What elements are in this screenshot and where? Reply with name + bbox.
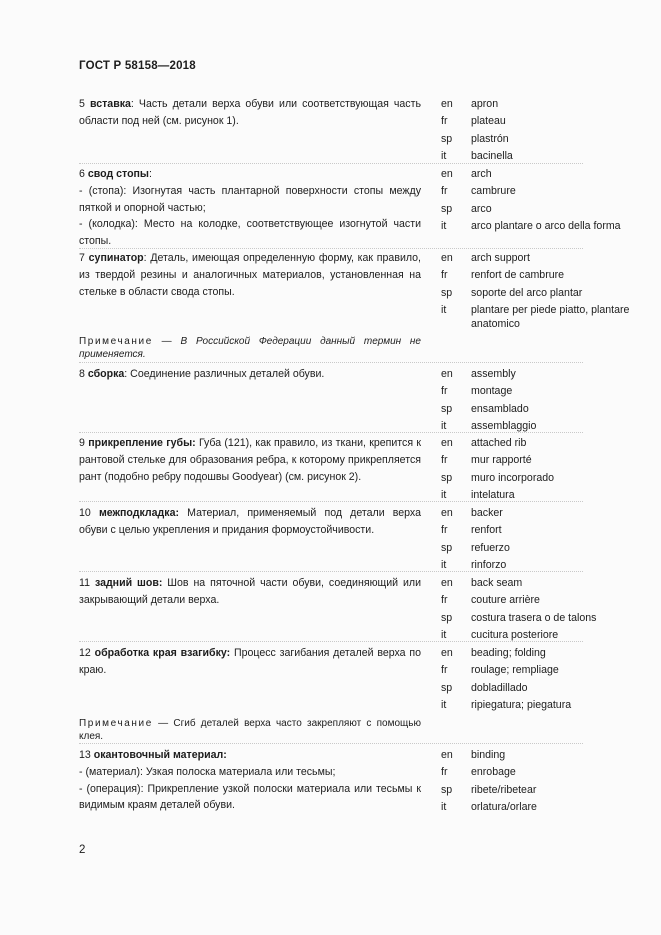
equivalent-row	[441, 697, 641, 714]
lang-code: fr	[441, 185, 448, 198]
term-definition	[79, 505, 421, 539]
definition-text: - (материал): Узкая полоска материала или тесьмы;	[79, 765, 336, 778]
page-header: ГОСТ Р 58158—2018	[79, 60, 196, 72]
equivalent-term: apron	[471, 98, 499, 110]
note-text: Сгиб деталей верха часто закрепляют с помощью клея.	[79, 718, 421, 742]
lang-code: en	[441, 252, 453, 264]
lang-code: fr	[441, 766, 448, 779]
equivalent-term: montage	[471, 385, 513, 398]
equivalent-term: plastrón	[471, 132, 509, 145]
term-definition	[79, 250, 421, 300]
equivalent-row	[441, 113, 641, 130]
term-number: 5	[79, 98, 85, 110]
definition-text: - (операция): Прикрепление узкой полоски материала или тесьмы к видимым краям деталей обуви.	[79, 782, 421, 812]
equivalent-term: backer	[471, 507, 503, 519]
equivalent-term: intelatura	[471, 488, 515, 501]
lang-code: en	[441, 98, 453, 110]
lang-code: sp	[441, 611, 453, 624]
term-definition	[79, 166, 421, 250]
equivalent-term: ripiegatura; piegatura	[471, 698, 572, 711]
equivalents-list	[441, 250, 641, 332]
equivalent-term: couture arrière	[471, 594, 540, 607]
term-definition	[79, 747, 421, 814]
equivalent-term: renfort	[471, 524, 502, 537]
equivalent-term: plantare per piede piatto, plantare anatomico	[471, 303, 630, 331]
note-dash: —	[152, 336, 181, 347]
equivalent-row	[441, 522, 641, 539]
equivalent-row	[441, 96, 641, 113]
equivalent-term: dobladillado	[471, 681, 528, 694]
lang-code: fr	[441, 524, 448, 537]
lang-code: sp	[441, 541, 453, 554]
term-title: обработка края взагибку:	[94, 647, 231, 659]
equivalent-row	[441, 505, 641, 522]
lang-code: it	[441, 149, 447, 162]
term-number: 12	[79, 647, 91, 659]
lang-code: it	[441, 698, 447, 711]
note-prefix: Примечание	[79, 718, 153, 729]
definition-text: - (колодка): Место на колодке, соответствующее изогнутой части стопы.	[79, 218, 421, 248]
equivalent-row	[441, 435, 641, 452]
equivalents-list	[441, 645, 641, 714]
definition-text: : Часть детали верха обуви или соответствующая часть области под ней (см. рисунок 1).	[79, 98, 421, 127]
entry-separator	[79, 641, 583, 642]
equivalent-row	[441, 183, 641, 200]
term-title: свод стопы	[87, 168, 149, 180]
equivalent-row	[441, 540, 641, 557]
equivalent-term: roulage; rempliage	[471, 664, 559, 677]
definition-text: Шов на пяточной части обуви, соединяющий или закрывающий детали верха.	[79, 577, 422, 606]
term-title: задний шов:	[94, 577, 163, 589]
equivalent-term: assemblaggio	[471, 419, 537, 432]
equivalent-term: muro incorporado	[471, 471, 555, 484]
term-title: супинатор	[88, 252, 144, 264]
lang-code: sp	[441, 202, 453, 215]
lang-code: en	[441, 577, 453, 589]
definition-text: :	[148, 168, 152, 180]
lang-code: fr	[441, 454, 448, 467]
entry-separator	[79, 163, 583, 164]
note-prefix: Примечание	[79, 336, 153, 347]
equivalent-term: orlatura/orlare	[471, 800, 537, 813]
term-number: 11	[79, 577, 90, 589]
term-title: прикрепление губы:	[88, 437, 196, 449]
equivalent-row	[441, 645, 641, 662]
equivalent-term: rinforzo	[471, 558, 507, 571]
equivalent-term: ensamblado	[471, 402, 529, 415]
entry-separator	[79, 432, 583, 433]
lang-code: sp	[441, 681, 453, 694]
note-dash: —	[152, 718, 174, 729]
equivalent-row	[441, 201, 641, 218]
term-definition	[79, 575, 421, 609]
note	[79, 335, 421, 361]
lang-code: it	[441, 800, 447, 813]
equivalent-row	[441, 575, 641, 592]
equivalent-row	[441, 747, 641, 764]
lang-code: sp	[441, 471, 453, 484]
lang-code: en	[441, 168, 453, 180]
equivalent-term: refuerzo	[471, 541, 510, 554]
equivalent-term: bacinella	[471, 149, 513, 162]
term-title: окантовочный материал:	[93, 749, 227, 761]
equivalent-term: back seam	[471, 577, 523, 589]
term-number: 9	[79, 437, 85, 449]
definition-text: Губа (121), как правило, из ткани, крепится к рантовой стельке для образования ребра, к которому прикрепляется рант (подобно ребру подошвы Goodyear) (см. рисунок 2).	[79, 437, 421, 483]
equivalent-row	[441, 131, 641, 148]
equivalent-row	[441, 592, 641, 609]
equivalent-term: cucitura posteriore	[471, 628, 559, 641]
entry-separator	[79, 362, 583, 363]
equivalent-row	[441, 366, 641, 383]
lang-code: it	[441, 219, 447, 232]
equivalent-term: costura trasera o de talons	[471, 611, 597, 624]
definition-text: - (стопа): Изогнутая часть плантарной поверхности стопы между пяткой и опорной частью;	[79, 184, 421, 214]
entry-separator	[79, 571, 583, 572]
lang-code: sp	[441, 783, 453, 796]
equivalent-term: arco	[471, 202, 492, 215]
equivalents-list	[441, 575, 641, 644]
term-number: 7	[79, 252, 85, 264]
lang-code: en	[441, 749, 453, 761]
equivalent-term: arch support	[471, 252, 530, 264]
equivalent-term: binding	[471, 749, 506, 761]
lang-code: it	[441, 419, 447, 432]
equivalent-term: arco plantare o arco della forma	[471, 219, 621, 232]
lang-code: sp	[441, 402, 453, 415]
term-definition	[79, 645, 421, 679]
equivalents-list	[441, 366, 641, 435]
term-number: 13	[79, 749, 91, 761]
equivalents-list	[441, 747, 641, 816]
lang-code: fr	[441, 664, 448, 677]
equivalent-row	[441, 799, 641, 816]
note	[79, 717, 421, 743]
term-definition	[79, 435, 421, 485]
equivalent-row	[441, 470, 641, 487]
equivalent-row	[441, 764, 641, 781]
lang-code: fr	[441, 269, 448, 282]
term-number: 8	[79, 368, 85, 380]
equivalent-row	[441, 267, 641, 284]
term-definition	[79, 366, 421, 383]
lang-code: sp	[441, 132, 453, 145]
term-title: вставка	[89, 98, 131, 110]
lang-code: sp	[441, 286, 453, 299]
term-number: 6	[79, 168, 85, 180]
equivalent-row	[441, 610, 641, 627]
definition-text: : Деталь, имеющая определенную форму, как правило, из твердой резины и аналогичных материалов, установленная на стельке в области свода стопы.	[79, 252, 421, 298]
definition-text: : Соединение различных деталей обуви.	[124, 368, 325, 380]
lang-code: fr	[441, 385, 448, 398]
lang-code: en	[441, 368, 453, 380]
equivalent-row	[441, 662, 641, 679]
equivalent-row	[441, 218, 641, 235]
equivalents-list	[441, 166, 641, 235]
equivalent-term: attached rib	[471, 437, 527, 449]
lang-code: en	[441, 437, 453, 449]
entry-separator	[79, 501, 583, 502]
entry-separator	[79, 248, 583, 249]
equivalent-row	[441, 782, 641, 799]
equivalent-row	[441, 302, 641, 332]
lang-code: it	[441, 488, 447, 501]
lang-code: fr	[441, 115, 448, 128]
equivalent-term: cambrure	[471, 185, 516, 198]
term-number: 10	[79, 507, 91, 519]
definition-text: Процесс загибания деталей верха по краю.	[79, 647, 421, 676]
equivalent-term: mur rapporté	[471, 454, 532, 467]
equivalents-list	[441, 435, 641, 504]
entry-separator	[79, 743, 583, 744]
lang-code: fr	[441, 594, 448, 607]
equivalent-row	[441, 383, 641, 400]
equivalent-term: arch	[471, 168, 492, 180]
lang-code: it	[441, 628, 447, 641]
equivalent-row	[441, 250, 641, 267]
term-definition	[79, 96, 421, 130]
note-text: В Российской Федерации данный термин не применяется.	[79, 336, 421, 360]
equivalent-row	[441, 401, 641, 418]
equivalents-list	[441, 96, 641, 165]
equivalent-row	[441, 680, 641, 697]
term-title: межподкладка:	[98, 507, 179, 519]
equivalent-term: assembly	[471, 368, 516, 380]
lang-code: it	[441, 558, 447, 571]
equivalent-term: enrobage	[471, 766, 516, 779]
page-number: 2	[79, 844, 86, 856]
equivalent-term: plateau	[471, 115, 506, 128]
lang-code: it	[441, 303, 447, 316]
lang-code: en	[441, 647, 453, 659]
equivalent-term: soporte del arco plantar	[471, 286, 583, 299]
lang-code: en	[441, 507, 453, 519]
equivalent-term: ribete/ribetear	[471, 783, 537, 796]
equivalents-list	[441, 505, 641, 574]
definition-text: Материал, применяемый под детали верха обуви с целью укрепления и придания формоустойчивости.	[79, 507, 421, 536]
equivalent-row	[441, 166, 641, 183]
equivalent-row	[441, 452, 641, 469]
equivalent-row	[441, 285, 641, 302]
term-title: сборка	[87, 368, 125, 380]
equivalent-term: beading; folding	[471, 647, 546, 659]
equivalent-term: renfort de cambrure	[471, 269, 565, 282]
